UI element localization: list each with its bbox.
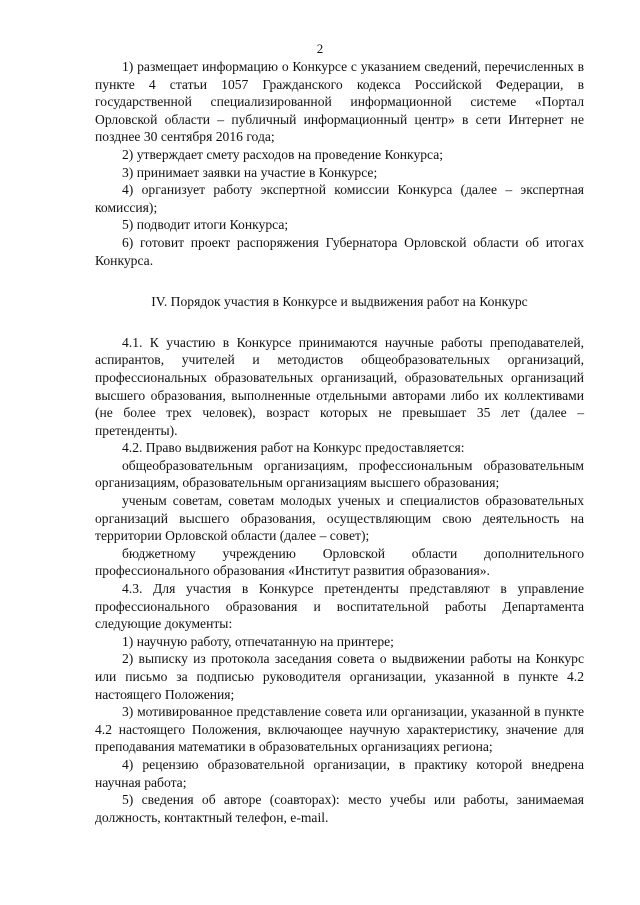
paragraph: 4) рецензию образовательной организации, в практику которой внедрена научная работа;: [95, 756, 584, 790]
paragraph: 4.2. Право выдвижения работ на Конкурс предоставляется:: [122, 440, 465, 456]
paragraph: 5) сведения об авторе (соавторах): место учебы или работы, занимаемая должность, контактный телефон, e-mail.: [95, 792, 584, 825]
document-body: [95, 58, 584, 826]
section-heading: IV. Порядок участия в Конкурсе и выдвижения работ на Конкурс: [151, 294, 528, 310]
paragraph: общеобразовательным организациям, профессиональным образовательным организациям, образовательным организациям высшего образования;: [95, 457, 584, 491]
paragraph: 3) мотивированное представление совета или организации, указанной в пункте 4.2 настоящего Положения, включающее научную характеристику, значение для преподавания математики в образовательных организациях региона;: [95, 704, 584, 755]
paragraph: 4.3. Для участия в Конкурсе претенденты представляют в управление профессионального образования и воспитательной работы Департамента следующие документы:: [95, 581, 584, 632]
paragraph: 4) организует работу экспертной комиссии Конкурса (далее – экспертная комиссия);: [95, 182, 584, 215]
paragraph: 6) готовит проект распоряжения Губернатора Орловской области об итогах Конкурса.: [95, 234, 584, 268]
paragraph: 4.1. К участию в Конкурсе принимаются научные работы преподавателей, аспирантов, учителей и методистов общеобразовательных организаций, профессиональных образовательных организаций, образовательных организаций высшего образования, выполненные отдельными авторами либо их коллективами (не более трех человек), возраст которых не превышает 35 лет (далее – претенденты).: [95, 334, 584, 438]
paragraph: ученым советам, советам молодых ученых и специалистов образовательных организаций высшего образования, осуществляющим свою деятельность на территории Орловской области (далее – совет);: [95, 493, 584, 544]
paragraph: 2) выписку из протокола заседания совета о выдвижении работы на Конкурс или письмо за подписью руководителя организации, указанной в пункте 4.2 настоящего Положения;: [95, 651, 584, 702]
paragraph: 1) размещает информацию о Конкурсе с указанием сведений, перечисленных в пункте 4 статьи 1057 Гражданского кодекса Российской Федерации, в государственной специализированной информационной системе «Портал Орловской области – публичный информационный центр» в сети Интернет не позднее 30 сентября 2016 года;: [95, 59, 584, 145]
page-number: 2: [316, 41, 324, 56]
paragraph: 1) научную работу, отпечатанную на принтере;: [122, 633, 394, 649]
paragraph: 5) подводит итоги Конкурса;: [122, 217, 289, 233]
paragraph: 3) принимает заявки на участие в Конкурсе;: [122, 164, 378, 180]
paragraph: бюджетному учреждению Орловской области дополнительного профессионального образования «Институт развития образования».: [95, 545, 584, 579]
paragraph: 2) утверждает смету расходов на проведение Конкурса;: [122, 146, 444, 162]
